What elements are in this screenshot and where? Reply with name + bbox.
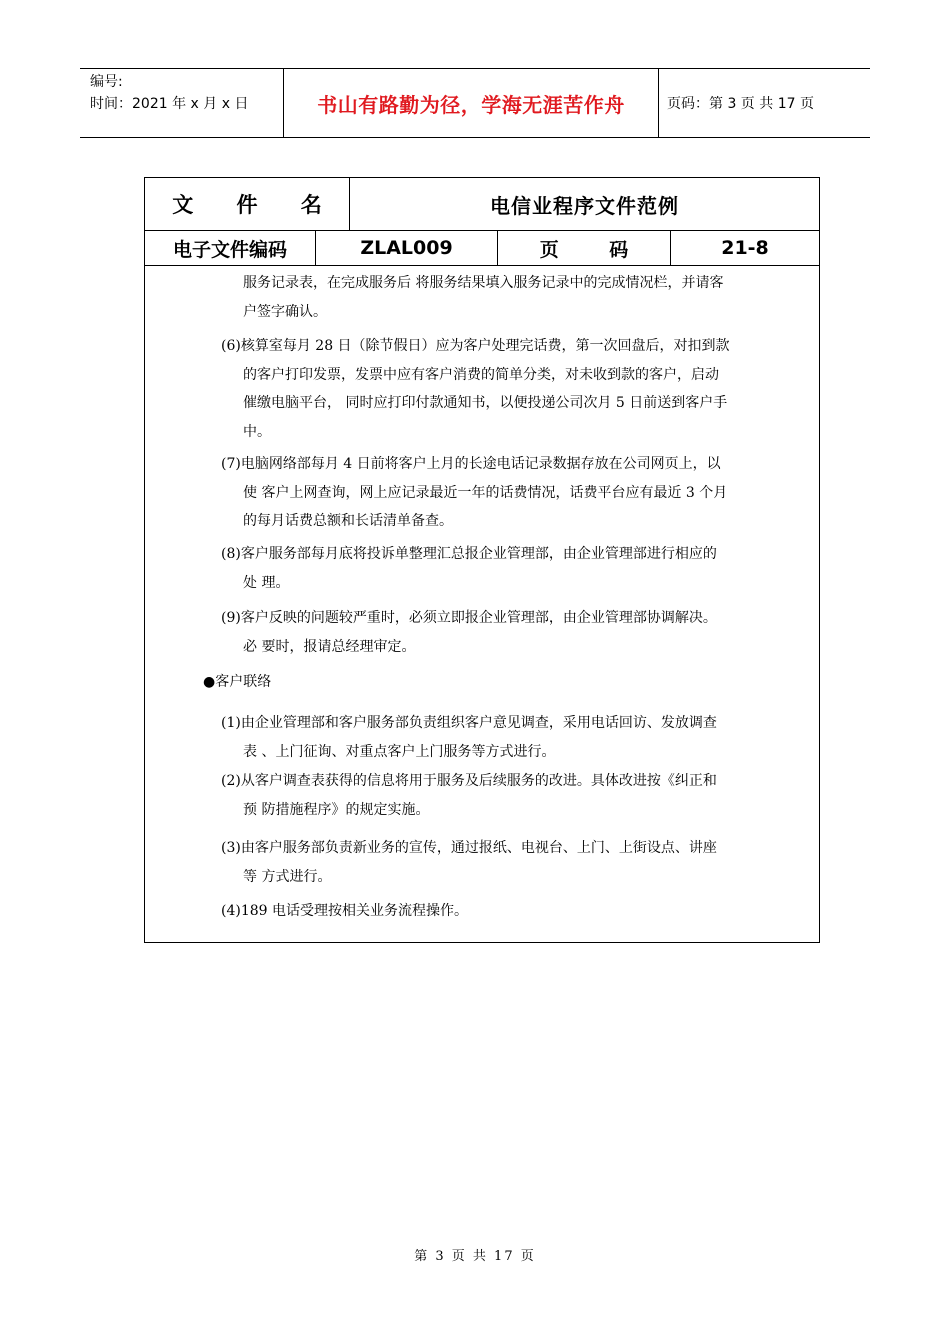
header-meta: [80, 69, 283, 137]
paragraph-continued: 服务记录表，在完成服务后 将服务结果填入服务记录中的完成情况栏，并请客 户签字确认。: [243, 275, 724, 320]
paragraph-8: (8)客户服务部每月底将投诉单整理汇总报企业管理部，由企业管理部进行相应的 处 理。: [221, 546, 717, 591]
footer-page-number: 第 3 页 共 17 页: [414, 1249, 536, 1264]
header-page-number: 页码：第 3 页 共 17 页: [667, 96, 814, 112]
doc-code-label: 电子文件编码: [145, 231, 316, 265]
contact-item-2: (2)从客户调查表获得的信息将用于服务及后续服务的改进。具体改进按《纠正和 预 防措施程序》的规定实施。: [221, 773, 717, 818]
doc-page-label: 页 码: [498, 231, 671, 265]
contact-item-3: (3)由客户服务部负责新业务的宣传，通过报纸、电视台、上门、上街设点、讲座 等 方式进行。: [221, 840, 717, 885]
doc-name-row: [145, 178, 819, 231]
doc-page-value: 21-8: [721, 237, 769, 259]
contact-item-1: (1)由企业管理部和客户服务部负责组织客户意见调查，采用电话回访、发放调查 表 、上门征询、对重点客户上门服务等方式进行。: [221, 715, 717, 760]
doc-code-value: ZLAL009: [316, 231, 498, 265]
header-motto: 书山有路勤为径，学海无涯苦作舟: [283, 69, 659, 137]
section-heading-customer-contact: ●客户联络: [203, 674, 272, 690]
page-header: [80, 68, 870, 138]
paragraph-9: (9)客户反映的问题较严重时，必须立即报企业管理部，由企业管理部协调解决。 必 要时，报请总经理审定。: [221, 610, 717, 655]
doc-name-value: 电信业程序文件范例: [490, 193, 679, 218]
document-box: [144, 177, 820, 943]
doc-name-label: 文 件 名: [145, 178, 350, 230]
doc-code-row: [145, 231, 819, 266]
paragraph-7: (7)电脑网络部每月 4 日前将客户上月的长途电话记录数据存放在公司网页上，以 使 客户上网查询，网上应记录最近一年的话费情况，话费平台应有最近 3 个月 的每月话费总额和长话清单备查。: [221, 456, 728, 530]
doc-number-label: 编号:: [90, 74, 123, 90]
paragraph-6: (6)核算室每月 28 日（除节假日）应为客户处理完话费，第一次回盘后，对扣到款 的客户打印发票，发票中应有客户消费的简单分类，对未收到款的客户，启动 催缴电脑平台， 同时应打印付款通知书，以便投递公司次月 5 日前送到客户手 中。: [221, 338, 730, 440]
contact-item-4: (4)189 电话受理按相关业务流程操作。: [221, 903, 469, 919]
doc-time-label: 时间：2021 年 x 月 x 日: [90, 96, 249, 112]
